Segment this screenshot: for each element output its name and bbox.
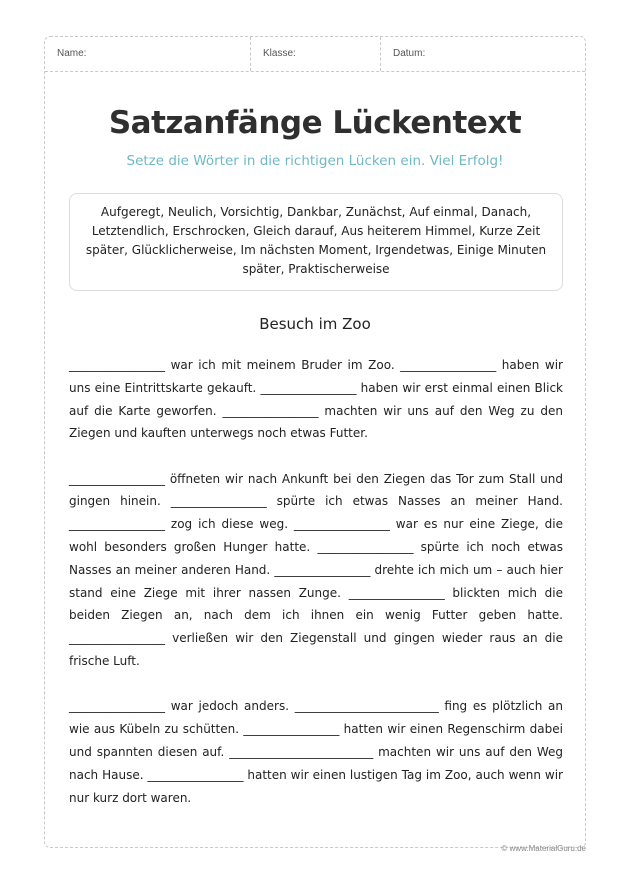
- story-text: [69, 354, 563, 832]
- worksheet-instructions: Setze die Wörter in die richtigen Lücken ein. Viel Erfolg!: [126, 153, 504, 169]
- story-title: Besuch im Zoo: [259, 315, 371, 333]
- klasse-label: Klasse:: [263, 48, 296, 59]
- name-label: Name:: [57, 48, 87, 59]
- datum-field[interactable]: [380, 37, 587, 71]
- datum-label: Datum:: [393, 48, 426, 59]
- story-paragraph-3: ________________ war jedoch anders. ________________________ fing es plötzlich an wie aus Kübeln zu schütten. ________________ hatten wir einen Regenschirm dabei und spannten diesen auf. ________________________ machten wir uns auf den Weg nach Hause. ________________ hatten wir einen lustigen Tag im Zoo, auch wenn wir nur kurz dort waren.: [69, 699, 563, 805]
- name-field[interactable]: [45, 37, 250, 71]
- student-info-row: [45, 37, 585, 72]
- story-paragraph-2: ________________ öffneten wir nach Ankunft bei den Ziegen das Tor zum Stall und gingen hinein. ________________ spürte ich etwas Nasses an meiner Hand. ________________ zog ich diese weg. ________________ war es nur eine Ziege, die wohl besonders großen Hunger hatte. ________________ spürte ich noch etwas Nasses an meiner anderen Hand. ________________ drehte ich mich um – auch hier stand eine Ziege mit ihrer nassen Zunge. ________________ blickten mich die beiden Ziegen an, nach dem ich ihnen ein wenig Futter geben hatte. ________________ verließen wir den Ziegenstall und gingen wieder raus an die frische Luft.: [69, 471, 563, 669]
- word-bank-text: Aufgeregt, Neulich, Vorsichtig, Dankbar, Zunächst, Auf einmal, Danach, Letztendlich, Erschrocken, Gleich darauf, Aus heiterem Himmel, Kurze Zeit später, Glücklicherweise, Im nächsten Moment, Irgendetwas, Einige Minuten später, Praktischerweise: [85, 205, 547, 276]
- klasse-field[interactable]: [250, 37, 380, 71]
- worksheet: [44, 36, 586, 848]
- copyright-notice: © www.MaterialGuru.de: [501, 844, 586, 853]
- story-paragraph-1: ________________ war ich mit meinem Bruder im Zoo. ________________ haben wir uns eine Eintrittskarte gekauft. ________________ haben wir erst einmal einen Blick auf die Karte geworfen. ________________ machten wir uns auf den Weg zu den Ziegen und kauften unterwegs noch etwas Futter.: [69, 358, 563, 441]
- word-bank: [69, 193, 563, 291]
- worksheet-title: Satzanfänge Lückentext: [108, 105, 522, 141]
